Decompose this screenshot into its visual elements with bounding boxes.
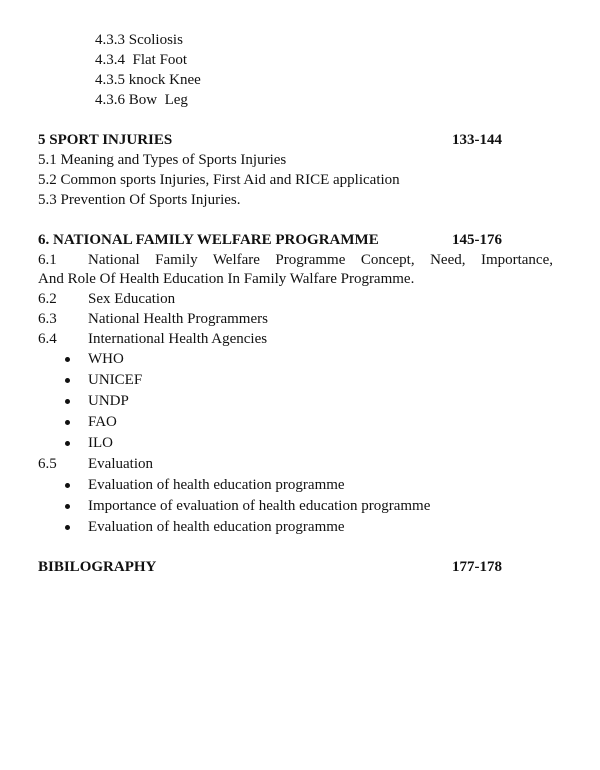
item-number: 4.3.5 (95, 72, 125, 88)
agency-list-item: ILO (88, 435, 113, 451)
toc-item-6-5-label: Evaluation (88, 456, 153, 472)
bullet-icon (65, 399, 70, 404)
toc-item-6-4-label: International Health Agencies (88, 331, 268, 347)
toc-item-4-3-6 (95, 91, 188, 109)
toc-item-6-2-label: Sex Education (88, 291, 176, 307)
toc-item-6-1-line2: And Role Of Health Education In Family Walfare Programme. (38, 271, 415, 287)
item-number: 4.3.3 (95, 32, 125, 48)
bullet-icon (65, 441, 70, 446)
toc-item-6-1-number: 6.1 (38, 252, 57, 268)
evaluation-list-item: Importance of evaluation of health education programme (88, 498, 431, 514)
toc-item-4-3-4 (95, 51, 187, 69)
item-number: 5.1 (38, 152, 57, 168)
bibliography-title: BIBILOGRAPHY (38, 559, 157, 575)
section-5-title: 5 SPORT INJURIES (38, 132, 173, 148)
toc-item-4-3-5 (95, 71, 201, 89)
agency-list-item: WHO (88, 351, 124, 367)
toc-item-6-3-label: National Health Programmers (88, 311, 268, 327)
bullet-icon (65, 378, 70, 383)
section-5-pages: 133-144 (452, 132, 502, 148)
agency-list-item: FAO (88, 414, 117, 430)
toc-item-6-4-number: 6.4 (38, 331, 57, 347)
item-label: Flat Foot (128, 52, 188, 68)
toc-item-4-3-3 (95, 31, 183, 49)
agency-list-item: UNDP (88, 393, 129, 409)
bullet-icon (65, 420, 70, 425)
item-label: knock Knee (128, 72, 201, 88)
toc-item-5-2 (38, 171, 400, 189)
item-label: Common sports Injuries, First Aid and RICE application (60, 172, 400, 188)
bibliography-pages: 177-178 (452, 559, 502, 575)
bullet-icon (65, 357, 70, 362)
toc-item-6-5-number: 6.5 (38, 456, 57, 472)
item-label: Bow Leg (128, 92, 188, 108)
item-number: 5.2 (38, 172, 57, 188)
toc-item-5-3 (38, 191, 240, 209)
item-number: 5.3 (38, 192, 57, 208)
toc-item-6-2-number: 6.2 (38, 291, 57, 307)
bullet-icon (65, 483, 70, 488)
toc-item-6-3-number: 6.3 (38, 311, 57, 327)
item-label: Scoliosis (128, 32, 183, 48)
bullet-icon (65, 525, 70, 530)
section-6-pages: 145-176 (452, 232, 502, 248)
agency-list-item: UNICEF (88, 372, 143, 388)
section-6-title: 6. NATIONAL FAMILY WELFARE PROGRAMME (38, 232, 379, 248)
item-label: Prevention Of Sports Injuries. (60, 192, 241, 208)
bullet-icon (65, 504, 70, 509)
toc-item-5-1 (38, 151, 286, 169)
item-label: Meaning and Types of Sports Injuries (60, 152, 287, 168)
item-number: 4.3.6 (95, 92, 125, 108)
toc-item-6-1-line1: National Family Welfare Programme Concept, Need, Importance, (88, 252, 553, 268)
evaluation-list-item: Evaluation of health education programme (88, 519, 345, 535)
item-number: 4.3.4 (95, 52, 125, 68)
evaluation-list-item: Evaluation of health education programme (88, 477, 345, 493)
